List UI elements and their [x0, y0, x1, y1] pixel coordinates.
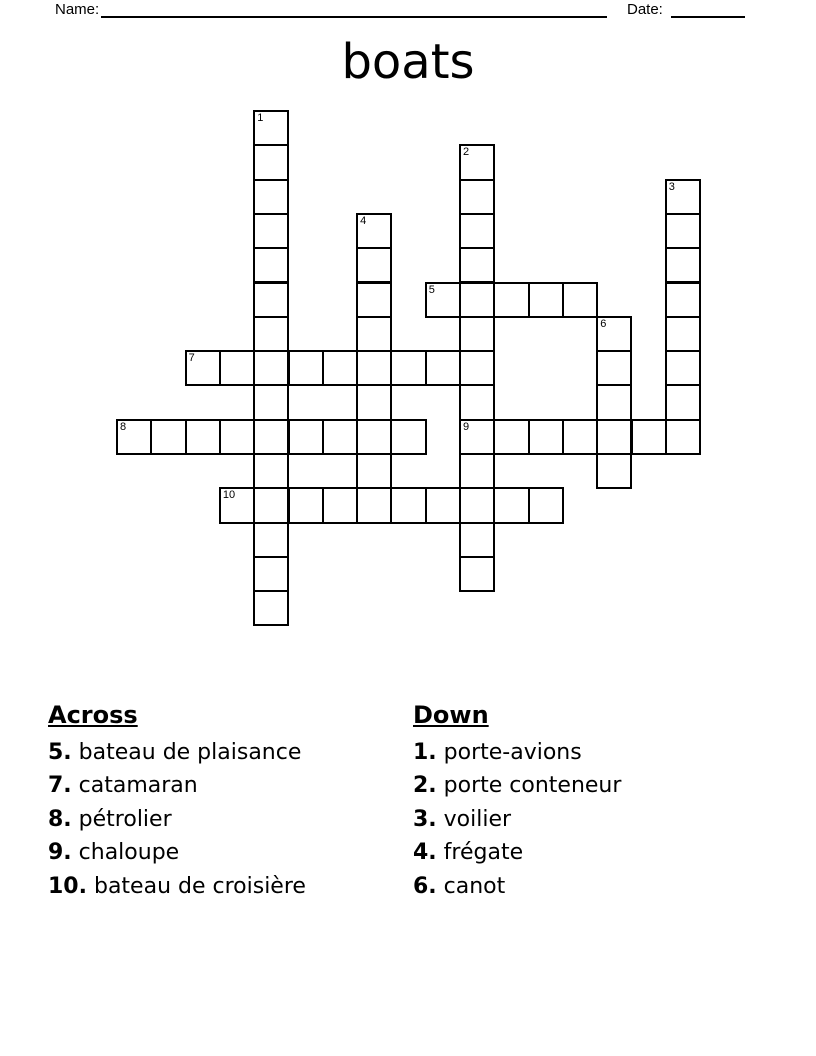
grid-cell[interactable] — [253, 487, 289, 523]
grid-cell[interactable] — [665, 350, 701, 386]
clue-number: 3. — [413, 806, 437, 832]
cell-number: 9 — [463, 420, 470, 433]
grid-cell[interactable] — [425, 487, 461, 523]
grid-cell[interactable] — [185, 350, 221, 386]
grid-cell[interactable] — [322, 350, 358, 386]
across-clues-section — [48, 701, 306, 903]
grid-cell[interactable] — [356, 487, 392, 523]
cell-number: 1 — [257, 112, 264, 124]
grid-cell[interactable] — [219, 419, 255, 455]
clue-number: 6. — [413, 873, 437, 899]
clue-item: 6. canot — [413, 873, 506, 899]
grid-cell[interactable] — [356, 282, 392, 318]
grid-cell[interactable] — [528, 487, 564, 523]
grid-cell[interactable] — [150, 419, 186, 455]
date-blank-line[interactable] — [671, 16, 745, 18]
page-title: boats — [341, 34, 475, 90]
grid-cell[interactable] — [596, 384, 632, 420]
grid-cell[interactable] — [459, 487, 495, 523]
grid-cell[interactable] — [425, 350, 461, 386]
grid-cell[interactable] — [253, 179, 289, 215]
grid-cell[interactable] — [253, 453, 289, 489]
grid-cell[interactable] — [356, 419, 392, 455]
date-label: Date: — [627, 1, 663, 18]
clue-number: 8. — [48, 806, 72, 832]
clue-item: 8. pétrolier — [48, 806, 172, 832]
clue-number: 10. — [48, 873, 87, 899]
grid-cell[interactable] — [665, 247, 701, 283]
grid-cell[interactable] — [253, 522, 289, 558]
clue-item: 10. bateau de croisière — [48, 873, 306, 899]
cell-number: 4 — [360, 214, 367, 227]
grid-cell[interactable] — [288, 487, 324, 523]
clue-item: 2. porte conteneur — [413, 773, 622, 799]
clue-number: 5. — [48, 740, 72, 765]
grid-cell[interactable] — [253, 213, 289, 249]
grid-cell[interactable] — [596, 419, 632, 455]
clue-item: 9. chaloupe — [48, 840, 180, 866]
clue-item: 1. porte-avions — [413, 740, 582, 765]
grid-cell[interactable] — [528, 282, 564, 318]
clue-item: 4. frégate — [413, 840, 524, 866]
down-clues-section — [413, 701, 621, 903]
name-label: Name: — [55, 1, 100, 18]
grid-cell[interactable] — [253, 110, 289, 146]
clue-number: 2. — [413, 773, 437, 799]
grid-cell[interactable] — [459, 316, 495, 352]
grid-cell[interactable] — [665, 316, 701, 352]
grid-cell[interactable] — [356, 350, 392, 386]
grid-cell[interactable] — [253, 282, 289, 318]
clue-item: 7. catamaran — [48, 773, 198, 799]
grid-cell[interactable] — [425, 282, 461, 318]
grid-cell[interactable] — [116, 419, 152, 455]
grid-cell[interactable] — [356, 453, 392, 489]
cell-number: 6 — [600, 317, 607, 330]
grid-cell[interactable] — [185, 419, 221, 455]
grid-cell[interactable] — [288, 419, 324, 455]
grid-cell[interactable] — [459, 282, 495, 318]
grid-cell[interactable] — [665, 384, 701, 420]
grid-cell[interactable] — [459, 213, 495, 249]
clue-item: 3. voilier — [413, 806, 512, 832]
grid-cell[interactable] — [459, 453, 495, 489]
grid-cell[interactable] — [493, 419, 529, 455]
grid-cell[interactable] — [596, 350, 632, 386]
grid-cell[interactable] — [322, 419, 358, 455]
across-heading: Across — [48, 701, 138, 729]
grid-cell[interactable] — [459, 144, 495, 180]
grid-cell[interactable] — [356, 247, 392, 283]
grid-cell[interactable] — [288, 350, 324, 386]
grid-cell[interactable] — [562, 419, 598, 455]
grid-cell[interactable] — [390, 350, 426, 386]
grid-cell[interactable] — [253, 590, 289, 626]
grid-cell[interactable] — [253, 247, 289, 283]
grid-cell[interactable] — [253, 350, 289, 386]
grid-cell[interactable] — [322, 487, 358, 523]
grid-cell[interactable] — [493, 487, 529, 523]
grid-cell[interactable] — [459, 179, 495, 215]
grid-cell[interactable] — [253, 144, 289, 180]
grid-cell[interactable] — [253, 316, 289, 352]
cell-number: 5 — [428, 283, 435, 296]
grid-cell[interactable] — [459, 522, 495, 558]
grid-cell[interactable] — [665, 419, 701, 455]
grid-cell[interactable] — [459, 556, 495, 592]
grid-cell[interactable] — [219, 350, 255, 386]
grid-cell[interactable] — [562, 282, 598, 318]
grid-cell[interactable] — [665, 282, 701, 318]
cell-number: 2 — [463, 146, 470, 159]
grid-cell[interactable] — [253, 556, 289, 592]
clue-number: 1. — [413, 740, 437, 765]
grid-cell[interactable] — [390, 487, 426, 523]
grid-cell[interactable] — [253, 384, 289, 420]
grid-cell[interactable] — [253, 419, 289, 455]
grid-cell[interactable] — [528, 419, 564, 455]
grid-cell[interactable] — [631, 419, 667, 455]
clue-item: 5. bateau de plaisance — [48, 740, 302, 765]
clue-number: 7. — [48, 773, 72, 799]
grid-cell[interactable] — [493, 282, 529, 318]
cell-number: 7 — [188, 352, 195, 365]
grid-cell[interactable] — [459, 419, 495, 455]
grid-cell[interactable] — [665, 213, 701, 249]
grid-cell[interactable] — [665, 179, 701, 215]
grid-cell[interactable] — [219, 487, 255, 523]
grid-cell[interactable] — [459, 384, 495, 420]
grid-cell[interactable] — [356, 316, 392, 352]
clue-number: 9. — [48, 840, 72, 866]
grid-cell[interactable] — [596, 453, 632, 489]
name-blank-line[interactable] — [101, 16, 607, 18]
down-heading: Down — [413, 701, 489, 729]
grid-cell[interactable] — [459, 247, 495, 283]
grid-cell[interactable] — [596, 316, 632, 352]
grid-cell[interactable] — [356, 213, 392, 249]
cell-number: 3 — [668, 180, 675, 193]
grid-cell[interactable] — [459, 350, 495, 386]
grid-cell[interactable] — [356, 384, 392, 420]
cell-number: 8 — [120, 420, 127, 433]
grid-cell[interactable] — [390, 419, 426, 455]
clue-number: 4. — [413, 840, 437, 866]
cell-number: 10 — [222, 489, 236, 502]
